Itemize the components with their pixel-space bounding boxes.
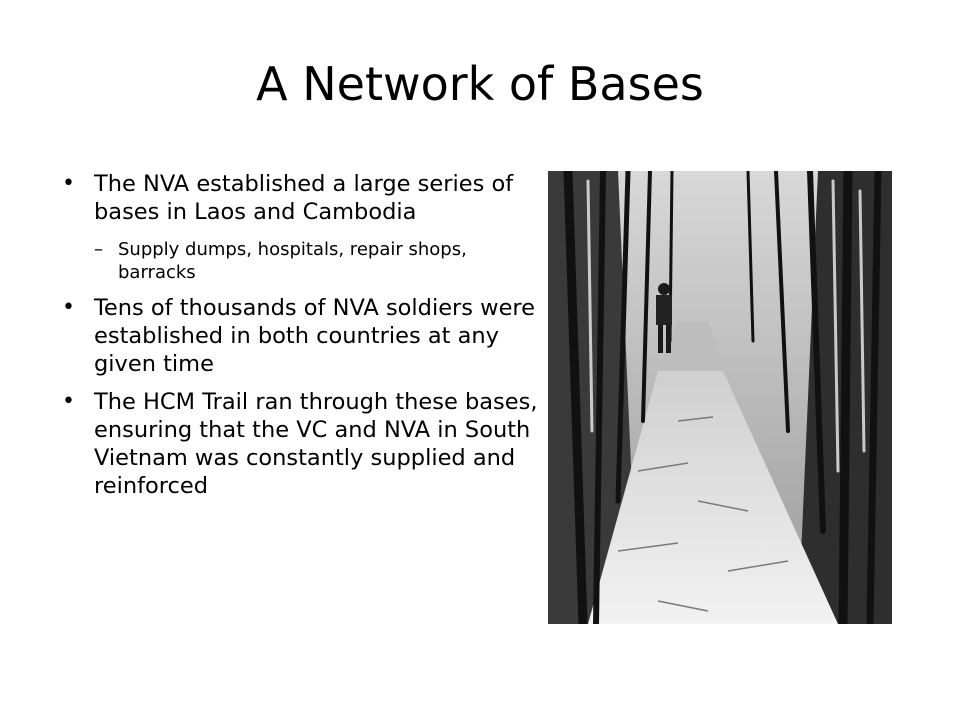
bullet-marker: • [62, 171, 75, 196]
sub-bullet-item [94, 238, 538, 284]
bullet-item [62, 294, 538, 378]
slide-title: A Network of Bases [256, 57, 704, 111]
sub-bullet-list [94, 238, 538, 284]
bullet-marker: • [62, 295, 75, 320]
sub-bullet-text: Supply dumps, hospitals, repair shops, barracks [118, 239, 467, 283]
bullet-text: Tens of thousands of NVA soldiers were established in both countries at any given time [94, 295, 536, 377]
jungle-trail-illustration [548, 171, 892, 624]
bullet-text: The HCM Trail ran through these bases, ensuring that the VC and NVA in South Vietnam was constantly supplied and reinforced [94, 389, 538, 499]
sub-bullet-marker: – [94, 239, 103, 260]
bullet-list [62, 170, 538, 510]
bullet-marker: • [62, 389, 75, 414]
bullet-item [62, 388, 538, 500]
jungle-trail-photo [548, 171, 892, 624]
bullet-item [62, 170, 538, 284]
bullet-text: The NVA established a large series of bases in Laos and Cambodia [94, 171, 514, 225]
